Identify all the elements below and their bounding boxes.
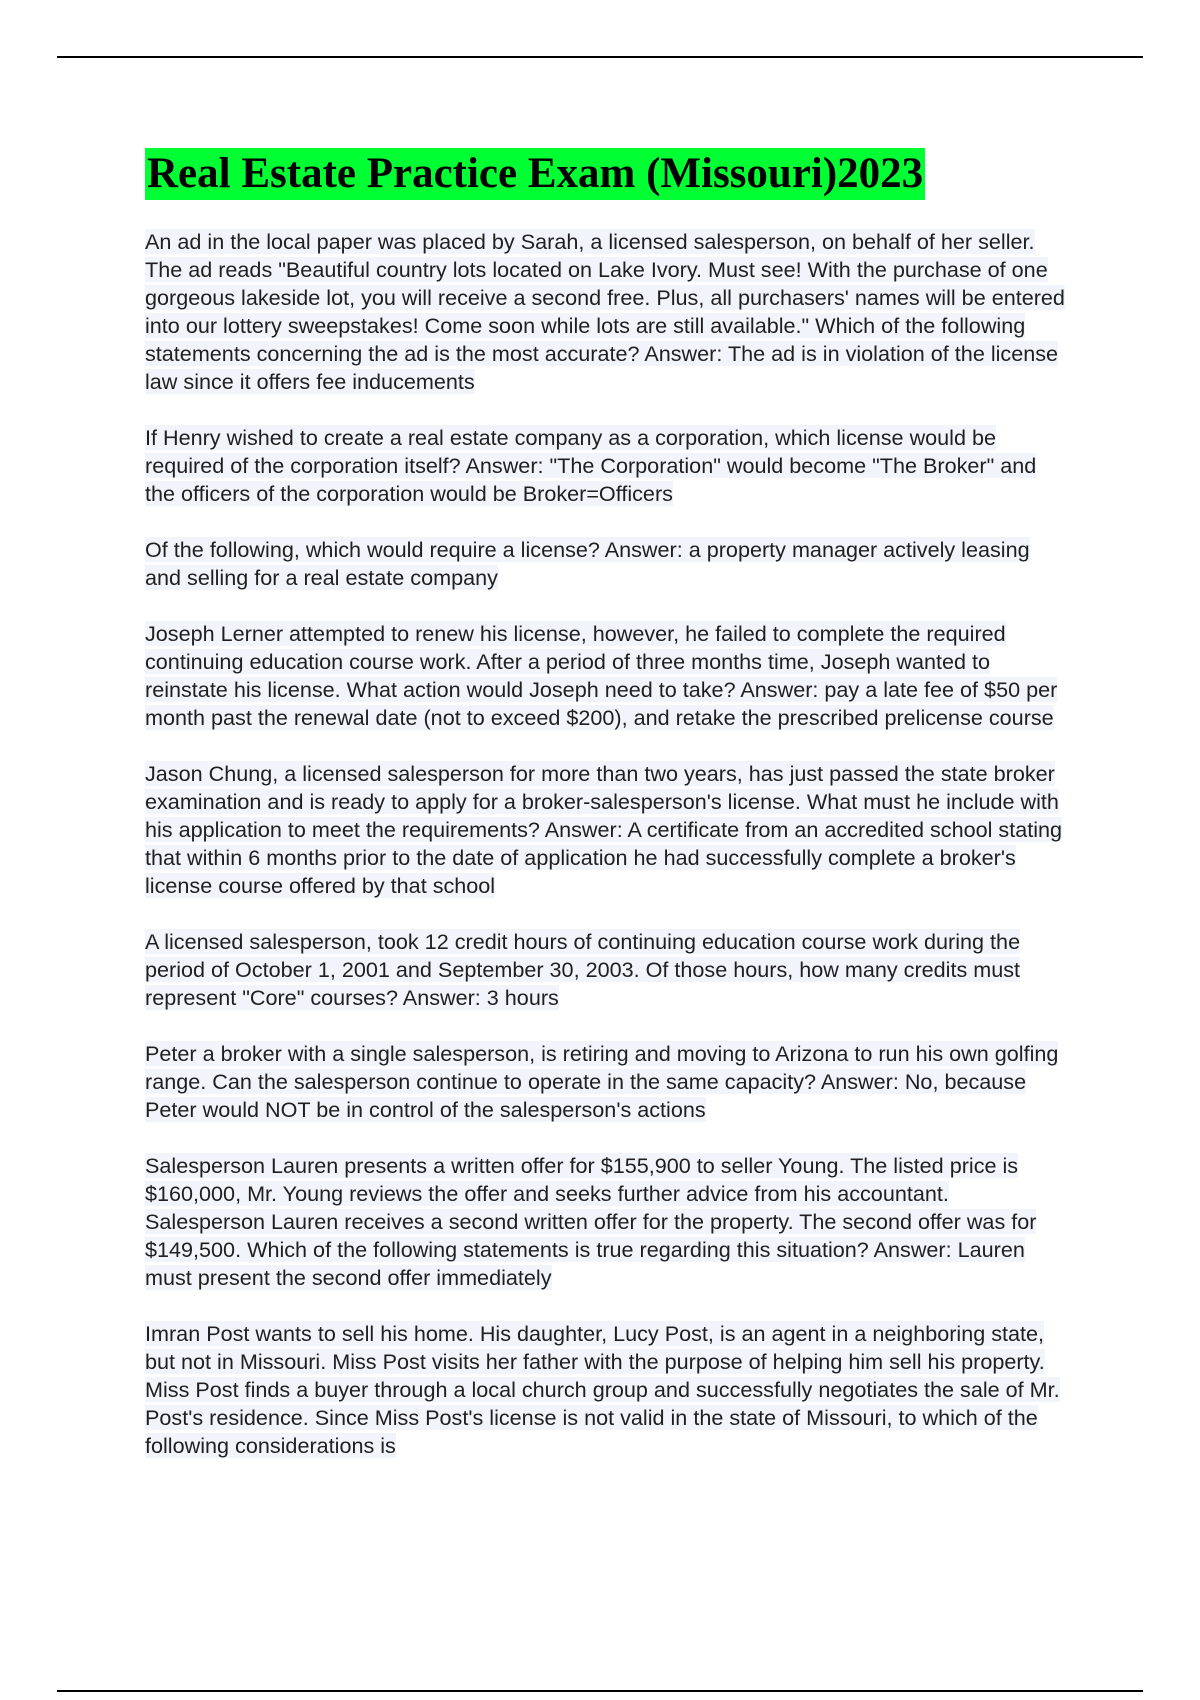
question-text: Of the following, which would require a license? Answer: a property manager actively leasing and selling for a real estate company: [145, 537, 1030, 590]
question-item: [145, 1152, 1065, 1292]
top-rule: [57, 56, 1143, 58]
question-item: [145, 424, 1065, 508]
question-text: An ad in the local paper was placed by Sarah, a licensed salesperson, on behalf of her seller. The ad reads "Beautiful country lots located on Lake Ivory. Must see! With the purchase of one gorgeous lakeside lot, you will receive a second free. Plus, all purchasers' names will be entered into our lottery sweepstakes! Come soon while lots are still available." Which of the following statements concerning the ad is the most accurate? Answer: The ad is in violation of the license law since it offers fee inducements: [145, 229, 1065, 394]
question-item: [145, 620, 1065, 732]
question-text: Joseph Lerner attempted to renew his license, however, he failed to complete the required continuing education course work. After a period of three months time, Joseph wanted to reinstate his license. What action would Joseph need to take? Answer: pay a late fee of $50 per month past the renewal date (not to exceed $200), and retake the prescribed prelicense course: [145, 621, 1058, 730]
question-item: [145, 1040, 1065, 1124]
question-list: [145, 228, 1065, 1460]
document-title: Real Estate Practice Exam (Missouri)2023: [145, 148, 925, 200]
question-text: A licensed salesperson, took 12 credit hours of continuing education course work during the period of October 1, 2001 and September 30, 2003. Of those hours, how many credits must represent "Core" courses? Answer: 3 hours: [145, 929, 1021, 1010]
question-text: Jason Chung, a licensed salesperson for more than two years, has just passed the state broker examination and is ready to apply for a broker-salesperson's license. What must he include with his application to meet the requirements? Answer: A certificate from an accredited school stating that within 6 months prior to the date of application he had successfully complete a broker's license course offered by that school: [145, 761, 1063, 898]
question-item: [145, 536, 1065, 592]
question-text: Imran Post wants to sell his home. His daughter, Lucy Post, is an agent in a neighboring state, but not in Missouri. Miss Post visits her father with the purpose of helping him sell his property. Miss Post finds a buyer through a local church group and successfully negotiates the sale of Mr. Post's residence. Since Miss Post's license is not valid in the state of Missouri, to which of the following considerations is: [145, 1321, 1060, 1458]
question-text: If Henry wished to create a real estate company as a corporation, which license would be required of the corporation itself? Answer: "The Corporation" would become "The Broker" and the officers of the corporation would be Broker=Officers: [145, 425, 1037, 506]
question-text: Peter a broker with a single salesperson, is retiring and moving to Arizona to run his own golfing range. Can the salesperson continue to operate in the same capacity? Answer: No, because Peter would NOT be in control of the salesperson's actions: [145, 1041, 1059, 1122]
question-item: [145, 1320, 1065, 1460]
question-item: [145, 228, 1065, 396]
document-body: [145, 148, 1065, 1488]
question-item: [145, 928, 1065, 1012]
question-item: [145, 760, 1065, 900]
question-text: Salesperson Lauren presents a written offer for $155,900 to seller Young. The listed price is $160,000, Mr. Young reviews the offer and seeks further advice from his accountant. Salesperson Lauren receives a second written offer for the property. The second offer was for $149,500. Which of the following statements is true regarding this situation? Answer: Lauren must present the second offer immediately: [145, 1153, 1037, 1290]
bottom-rule: [57, 1690, 1143, 1692]
